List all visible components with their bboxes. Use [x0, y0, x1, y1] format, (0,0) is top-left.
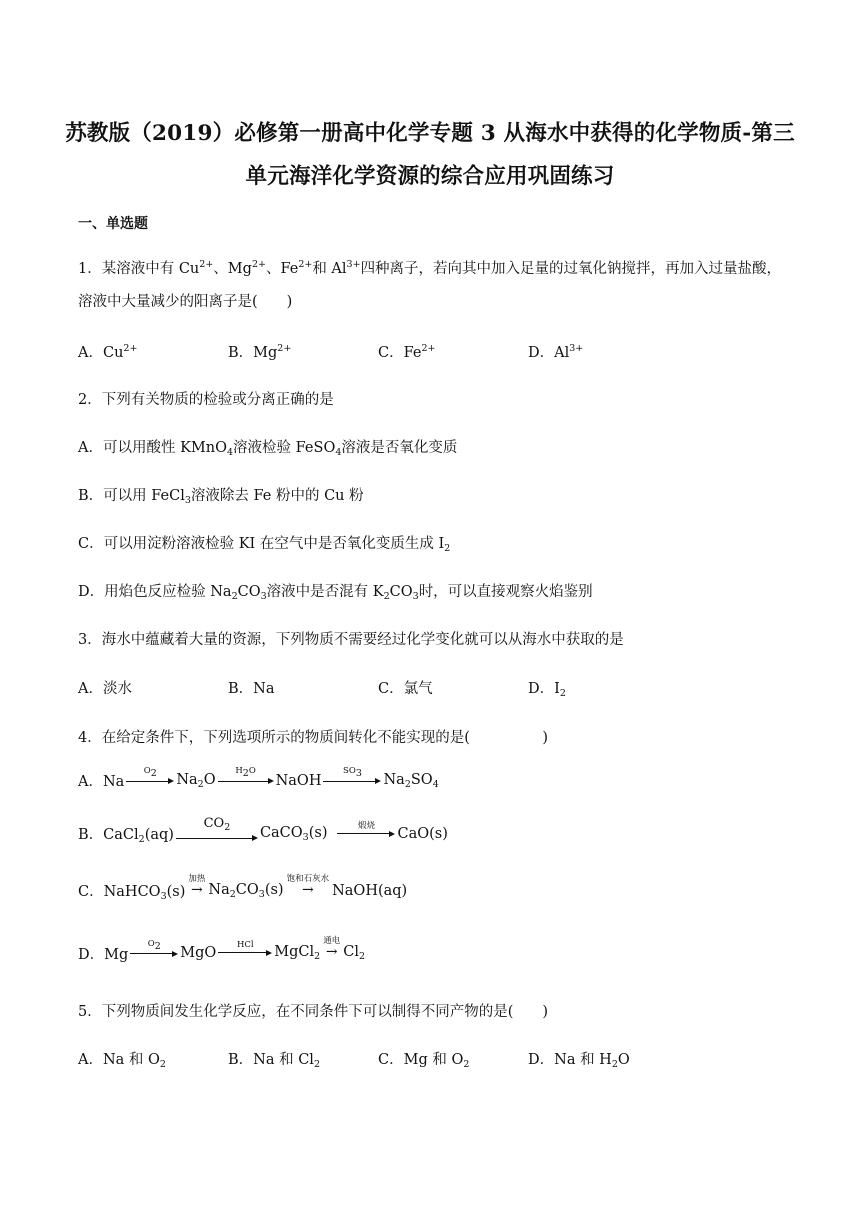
- reaction-arrow: 通电 →: [323, 936, 341, 960]
- q3-option-d: D．$I_2$: [528, 681, 566, 699]
- reaction-arrow: $H_2O$: [218, 767, 274, 784]
- reaction-arrow: 饱和石灰水 →: [286, 874, 330, 898]
- reaction-arrow: $CO_2$: [176, 817, 258, 841]
- q1-option-d: D．$Al^{3+}$: [528, 343, 584, 361]
- question-2-stem: 2．下列有关物质的检验或分离正确的是: [78, 392, 334, 408]
- q1-option-a: A．$Cu^{2+}$: [78, 343, 138, 361]
- q3-option-b: B．Na: [228, 681, 275, 697]
- question-4-stem: 4．在给定条件下，下列选项所示的物质间转化不能实现的是( ): [78, 730, 549, 746]
- q3-option-c: C．氯气: [378, 681, 433, 697]
- document-title-line-1: 苏教版（2019）必修第一册高中化学专题 3 从海水中获得的化学物质-第三: [65, 121, 795, 146]
- q5-option-c: C．Mg 和 $O_2$: [378, 1052, 470, 1070]
- q2-option-d: D．用焰色反应检验 $Na_2CO_3$溶液中是否混有 $K_2CO_3$时，可以直接观察火焰鉴别: [78, 584, 593, 602]
- q4-option-b: B．CaCl$_2$(aq) $CO_2$ CaCO$_3$(s) 煅烧 CaO(s): [78, 816, 448, 845]
- q4-option-d: D．Mg $O_2$ MgO HCl MgCl$_2$ 通电 → $Cl_2$: [78, 936, 366, 963]
- reaction-arrow: 加热 →: [188, 874, 206, 898]
- q2-option-b: B．可以用 FeCl$_3$溶液除去 Fe 粉中的 Cu 粉: [78, 488, 364, 506]
- q5-option-d: D．Na 和 $H_2O$: [528, 1052, 630, 1070]
- reaction-arrow: HCl: [218, 941, 272, 956]
- question-1-stem: 1．某溶液中有 $Cu^{2+}$、$Mg^{2+}$、$Fe^{2+}$和 $Al^{3+}$四种离子，若向其中加入足量的过氧化钠搅拌，再加入过量盐酸，: [78, 259, 782, 277]
- reaction-arrow: $O_2$: [130, 940, 178, 957]
- question-3-stem: 3．海水中蕴藏着大量的资源，下列物质不需要经过化学变化就可以从海水中获取的是: [78, 632, 624, 648]
- q4-option-a: A．Na $O_2$ $Na_2O$ $H_2O$ NaOH $SO_3$ $Na_2SO_4$: [78, 766, 439, 790]
- document-title-line-2: 单元海洋化学资源的综合应用巩固练习: [245, 164, 615, 189]
- q1-option-b: B．$Mg^{2+}$: [228, 343, 292, 361]
- question-5-stem: 5．下列物质间发生化学反应，在不同条件下可以制得不同产物的是( ): [78, 1004, 549, 1020]
- q4-option-c: C．NaHCO$_3$(s) 加热 → $Na_2CO_3(s)$ 饱和石灰水 → NaOH(aq): [78, 874, 408, 902]
- q3-option-a: A．淡水: [78, 681, 132, 697]
- reaction-arrow: 煅烧: [337, 822, 395, 837]
- q1-option-c: C．$Fe^{2+}$: [378, 343, 436, 361]
- section-heading: 一、单选题: [78, 216, 148, 232]
- q5-option-b: B．Na 和 $Cl_2$: [228, 1052, 320, 1070]
- q5-option-a: A．Na 和 $O_2$: [78, 1052, 166, 1070]
- question-1-stem-line-2: 溶液中大量减少的阳离子是( ): [78, 294, 293, 310]
- q2-option-a: A．可以用酸性 KMnO$_4$溶液检验 FeSO$_4$溶液是否氧化变质: [78, 440, 458, 458]
- reaction-arrow: $SO_3$: [323, 767, 381, 784]
- q2-option-c: C．可以用淀粉溶液检验 KI 在空气中是否氧化变质生成 $I_2$: [78, 536, 451, 554]
- reaction-arrow: $O_2$: [126, 767, 174, 784]
